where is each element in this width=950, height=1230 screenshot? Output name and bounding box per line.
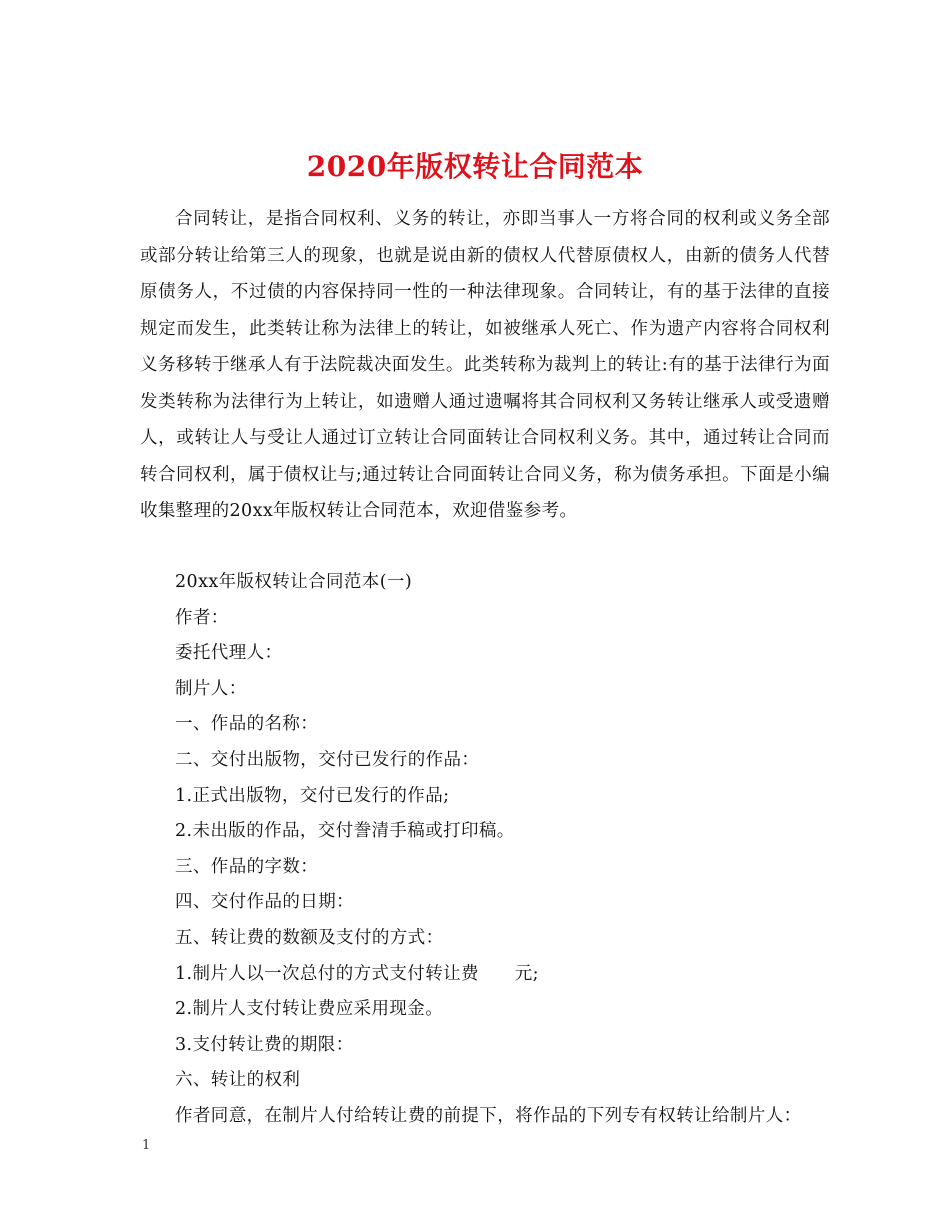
contract-line: 3.支付转让费的期限： [175,1034,354,1055]
contract-line: 2.未出版的作品，交付誊清手稿或打印稿。 [175,821,515,842]
contract-line: 委托代理人： [175,643,283,664]
contract-line: 20xx年版权转让合同范本(一) [175,572,413,592]
contract-line: 作者： [175,607,229,628]
contract-line: 2.制片人支付转让费应采用现金。 [175,999,444,1020]
contract-line: 一、作品的名称： [175,714,319,735]
contract-line: 六、转让的权利 [175,1070,301,1091]
contract-line: 制片人： [175,678,247,699]
intro-paragraph: 合同转让，是指合同权利、义务的转让，亦即当事人一方将合同的权利或义务全部或部分转让给第三人的现象，也就是说由新的债权人代替原债权人，由新的债务人代替原债务人，不过债的内容保持同一性的一种法律现象。合同转让，有的基于法律的直接规定而发生，此类转让称为法律上的转让，如被继承人死亡、作为遗产内容将合同权利义务移转于继承人有于法院裁决面发生。此类转称为裁判上的转让:有的基于法律行为面发类转称为法律行为上转让，如遗赠人通过遗嘱将其合同权利又务转让继承人或受遗赠人，或转让人与受让人通过订立转让合同面转让合同权利义务。其中，通过转让合同而转合同权利，属于债权让与;通过转让合同面转让合同义务，称为债务承担。下面是小编收集整理的20xx年版权转让合同范本，欢迎借鉴参考。 [140,209,830,521]
contract-line: 作者同意，在制片人付给转让费的前提下，将作品的下列专有权转让给制片人： [175,1105,802,1126]
contract-line: 五、转让费的数额及支付的方式： [175,927,444,948]
contract-line: 四、交付作品的日期： [175,892,354,913]
page-number: 1 [142,1138,151,1153]
contract-line: 1.制片人以一次总付的方式支付转让费 元; [175,963,539,984]
contract-line: 三、作品的字数： [175,856,319,877]
contract-line: 1.正式出版物，交付已发行的作品; [175,785,450,806]
document-title: 2020年版权转让合同范本 [306,149,644,183]
contract-lines [140,565,830,1135]
contract-line: 二、交付出版物，交付已发行的作品： [175,749,480,770]
